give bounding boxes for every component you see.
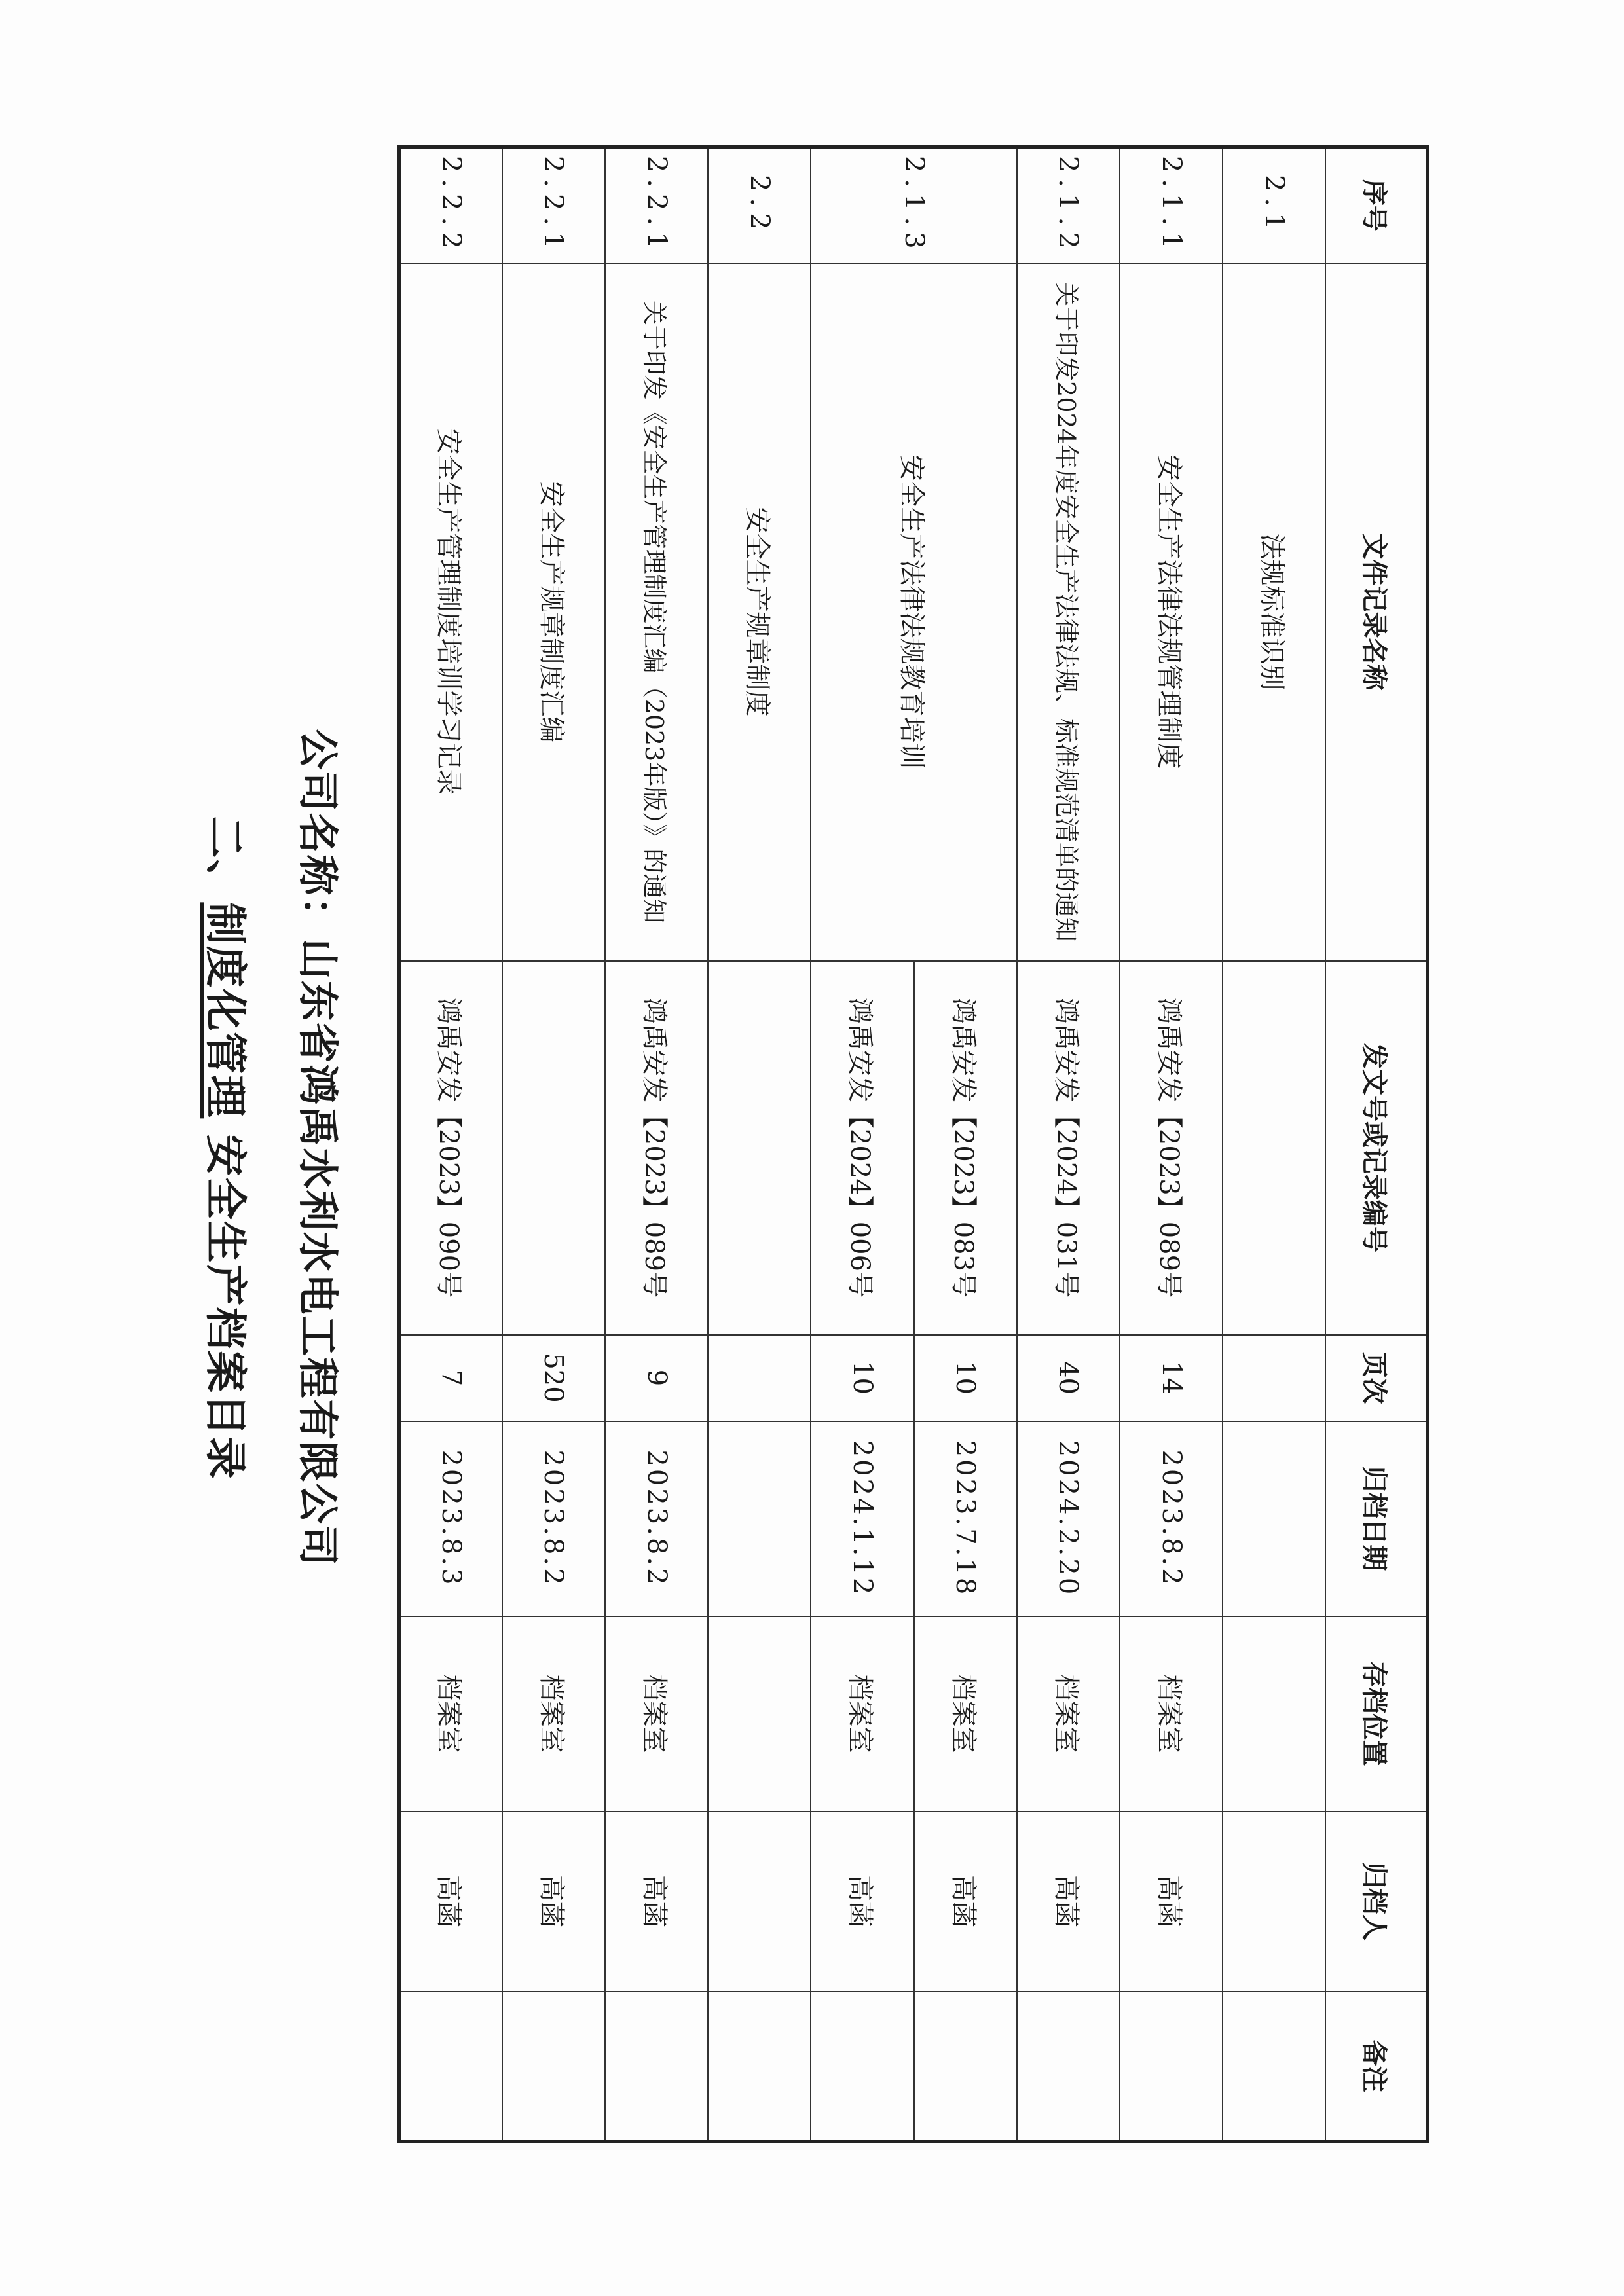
cell-remark [914, 1992, 1017, 2142]
table-row [1120, 147, 1223, 2142]
header-doc-no: 发文号或记录编号 [1325, 961, 1427, 1335]
header-row [1325, 147, 1427, 2142]
cell-doc-no: 鸿禹安发【2023】090号 [399, 961, 502, 1335]
cell-seq: 2.2.2 [399, 147, 502, 263]
cell-location: 档案室 [1120, 1616, 1223, 1812]
cell-location: 档案室 [399, 1616, 502, 1812]
cell-date: 2023.8.2 [1120, 1421, 1223, 1616]
cell-doc-no [708, 961, 811, 1335]
cell-pages: 40 [1017, 1335, 1120, 1421]
page-title [198, 0, 259, 2296]
cell-pages: 10 [914, 1335, 1017, 1421]
cell-seq: 2.2 [708, 147, 811, 263]
table-row [708, 147, 811, 2142]
cell-name: 关于印发2024年度安全生产法律法规、标准规范清单的通知 [1017, 263, 1120, 961]
header-date: 归档日期 [1325, 1421, 1427, 1616]
cell-location: 档案室 [811, 1616, 913, 1812]
cell-remark [605, 1992, 708, 2142]
cell-pages [708, 1335, 811, 1421]
cell-remark [1223, 1992, 1325, 2142]
header-remark: 备注 [1325, 1992, 1427, 2142]
cell-date [1223, 1421, 1325, 1616]
header-name: 文件记录名称 [1325, 263, 1427, 961]
cell-archivist: 高菡 [502, 1812, 605, 1992]
cell-location: 档案室 [502, 1616, 605, 1812]
cell-pages: 520 [502, 1335, 605, 1421]
cell-doc-no: 鸿禹安发【2023】089号 [605, 961, 708, 1335]
cell-doc-no: 鸿禹安发【2024】031号 [1017, 961, 1120, 1335]
cell-archivist [1223, 1812, 1325, 1992]
cell-doc-no [502, 961, 605, 1335]
cell-remark [811, 1992, 913, 2142]
header-archivist: 归档人 [1325, 1812, 1427, 1992]
cell-name: 安全生产法律法规管理制度 [1120, 263, 1223, 961]
cell-name: 法规标准识别 [1223, 263, 1325, 961]
cell-remark [502, 1992, 605, 2142]
cell-archivist: 高菡 [1120, 1812, 1223, 1992]
cell-doc-no [1223, 961, 1325, 1335]
title-suffix: 安全生产档案目录 [200, 1118, 249, 1480]
cell-pages [1223, 1335, 1325, 1421]
header-location: 存档位置 [1325, 1616, 1427, 1812]
cell-seq: 2.1.1 [1120, 147, 1223, 263]
cell-seq: 2.1 [1223, 147, 1325, 263]
cell-pages: 10 [811, 1335, 913, 1421]
cell-name: 安全生产规章制度汇编 [502, 263, 605, 961]
cell-seq: 2.2.1 [502, 147, 605, 263]
cell-seq: 2.1.2 [1017, 147, 1120, 263]
cell-date: 2023.8.3 [399, 1421, 502, 1616]
cell-doc-no: 鸿禹安发【2023】089号 [1120, 961, 1223, 1335]
cell-name: 安全生产法律法规教育培训 [811, 263, 1016, 961]
cell-location [708, 1616, 811, 1812]
cell-doc-no: 鸿禹安发【2024】006号 [811, 961, 913, 1335]
cell-location: 档案室 [605, 1616, 708, 1812]
cell-pages: 7 [399, 1335, 502, 1421]
cell-archivist [708, 1812, 811, 1992]
cell-archivist: 高菡 [1017, 1812, 1120, 1992]
table-row [1223, 147, 1325, 2142]
table-row [502, 147, 605, 2142]
table-row [1017, 147, 1120, 2142]
cell-archivist: 高菡 [914, 1812, 1017, 1992]
cell-doc-no: 鸿禹安发【2023】083号 [914, 961, 1017, 1335]
header-seq: 序号 [1325, 147, 1427, 263]
cell-seq: 2.1.3 [811, 147, 1016, 263]
cell-archivist: 高菡 [811, 1812, 913, 1992]
cell-location: 档案室 [914, 1616, 1017, 1812]
cell-remark [1017, 1992, 1120, 2142]
table-row [399, 147, 502, 2142]
cell-location [1223, 1616, 1325, 1812]
archive-table [397, 145, 1429, 2143]
cell-date [708, 1421, 811, 1616]
cell-archivist: 高菡 [605, 1812, 708, 1992]
cell-date: 2024.2.20 [1017, 1421, 1120, 1616]
title-prefix: 二、 [200, 816, 249, 903]
cell-remark [1120, 1992, 1223, 2142]
table-row [605, 147, 708, 2142]
company-name: 公司名称：山东省鸿禹水利水电工程有限公司 [294, 729, 342, 1567]
cell-location: 档案室 [1017, 1616, 1120, 1812]
header-pages: 页次 [1325, 1335, 1427, 1421]
cell-pages: 9 [605, 1335, 708, 1421]
cell-archivist: 高菡 [399, 1812, 502, 1992]
cell-date: 2023.8.2 [502, 1421, 605, 1616]
cell-remark [708, 1992, 811, 2142]
cell-name: 安全生产管理制度培训学习记录 [399, 263, 502, 961]
cell-remark [399, 1992, 502, 2142]
table-row [914, 147, 1017, 2142]
cell-date: 2023.8.2 [605, 1421, 708, 1616]
cell-seq: 2.2.1 [605, 147, 708, 263]
cell-pages: 14 [1120, 1335, 1223, 1421]
cell-name: 安全生产规章制度 [708, 263, 811, 961]
cell-date: 2024.1.12 [811, 1421, 913, 1616]
cell-name: 关于印发《安全生产管理制度汇编（2023年版）》的通知 [605, 263, 708, 961]
cell-date: 2023.7.18 [914, 1421, 1017, 1616]
title-underlined: 制度化管理 [200, 902, 249, 1119]
